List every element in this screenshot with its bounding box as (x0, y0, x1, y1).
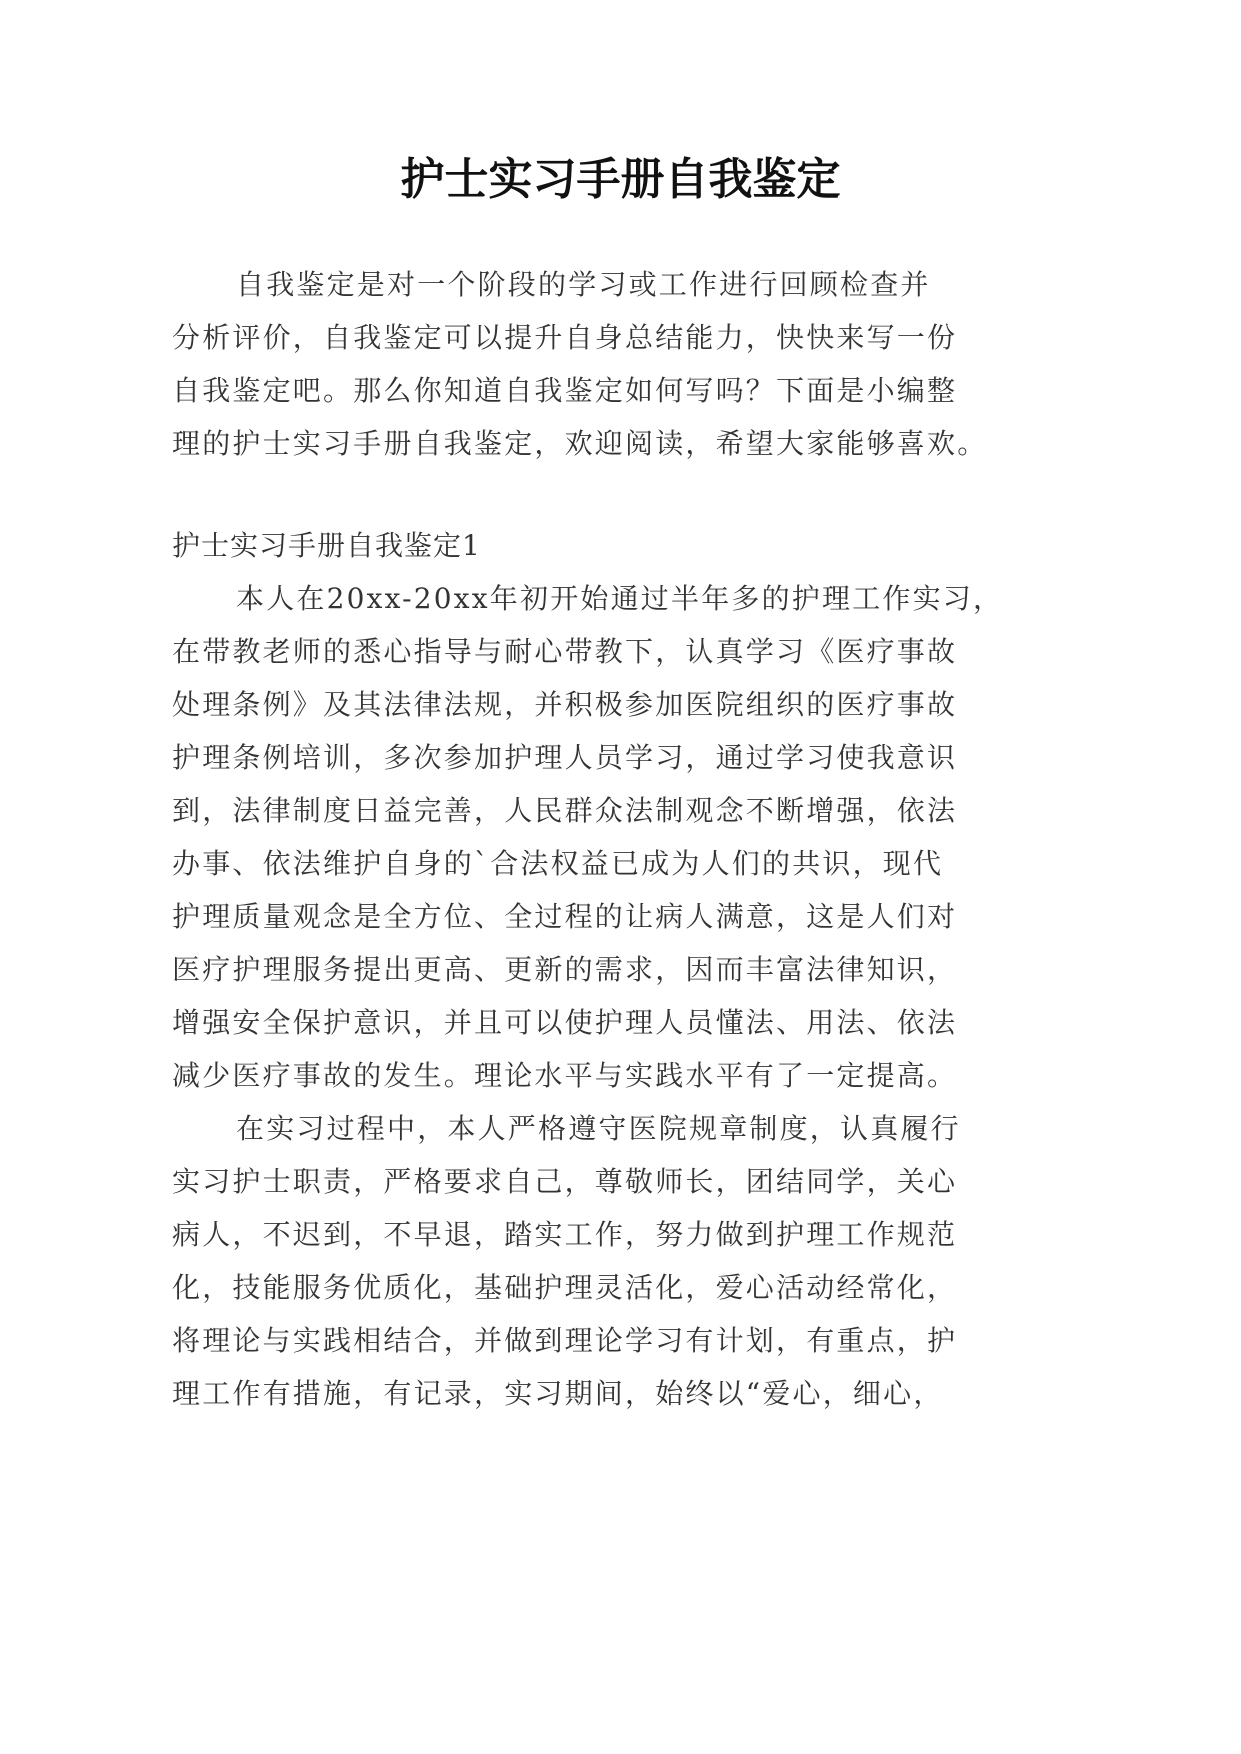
paragraph-line: 到，法律制度日益完善，人民群众法制观念不断增强，依法 (172, 794, 958, 827)
paragraph-line: 减少医疗事故的发生。理论水平与实践水平有了一定提高。 (172, 1059, 958, 1092)
paragraph-line: 办事、依法维护自身的`合法权益已成为人们的共识，现代 (172, 847, 944, 880)
paragraph-line: 理工作有措施，有记录，实习期间，始终以“爱心，细心， (172, 1377, 944, 1410)
paragraph-line: 医疗护理服务提出更高、更新的需求，因而丰富法律知识， (172, 953, 958, 986)
intro-line: 理的护士实习手册自我鉴定，欢迎阅读，希望大家能够喜欢。 (172, 427, 988, 460)
paragraph-line: 实习护士职责，严格要求自己，尊敬师长，团结同学，关心 (172, 1165, 958, 1198)
paragraph-line: 在带教老师的悉心指导与耐心带教下，认真学习《医疗事故 (172, 635, 958, 668)
paragraph-line: 本人在20xx-20xx年初开始通过半年多的护理工作实习， (236, 582, 1004, 615)
paragraph-line: 在实习过程中，本人严格遵守医院规章制度，认真履行 (236, 1112, 961, 1145)
paragraph-line: 病人，不迟到，不早退，踏实工作，努力做到护理工作规范 (172, 1218, 958, 1251)
paragraph-line: 化，技能服务优质化，基础护理灵活化，爱心活动经常化， (172, 1271, 958, 1304)
paragraph-line: 处理条例》及其法律法规，并积极参加医院组织的医疗事故 (172, 688, 958, 721)
paragraph-line: 将理论与实践相结合，并做到理论学习有计划，有重点，护 (172, 1324, 958, 1357)
intro-line: 自我鉴定是对一个阶段的学习或工作进行回顾检查并 (236, 268, 931, 301)
intro-line: 分析评价，自我鉴定可以提升自身总结能力，快快来写一份 (172, 321, 958, 354)
paragraph-line: 增强安全保护意识，并且可以使护理人员懂法、用法、依法 (172, 1006, 958, 1039)
paragraph-line: 护理质量观念是全方位、全过程的让病人满意，这是人们对 (172, 900, 958, 933)
section-heading: 护士实习手册自我鉴定1 (172, 529, 481, 562)
intro-line: 自我鉴定吧。那么你知道自我鉴定如何写吗？下面是小编整 (172, 374, 958, 407)
paragraph-line: 护理条例培训，多次参加护理人员学习，通过学习使我意识 (172, 741, 958, 774)
document-title: 护士实习手册自我鉴定 (400, 154, 841, 205)
